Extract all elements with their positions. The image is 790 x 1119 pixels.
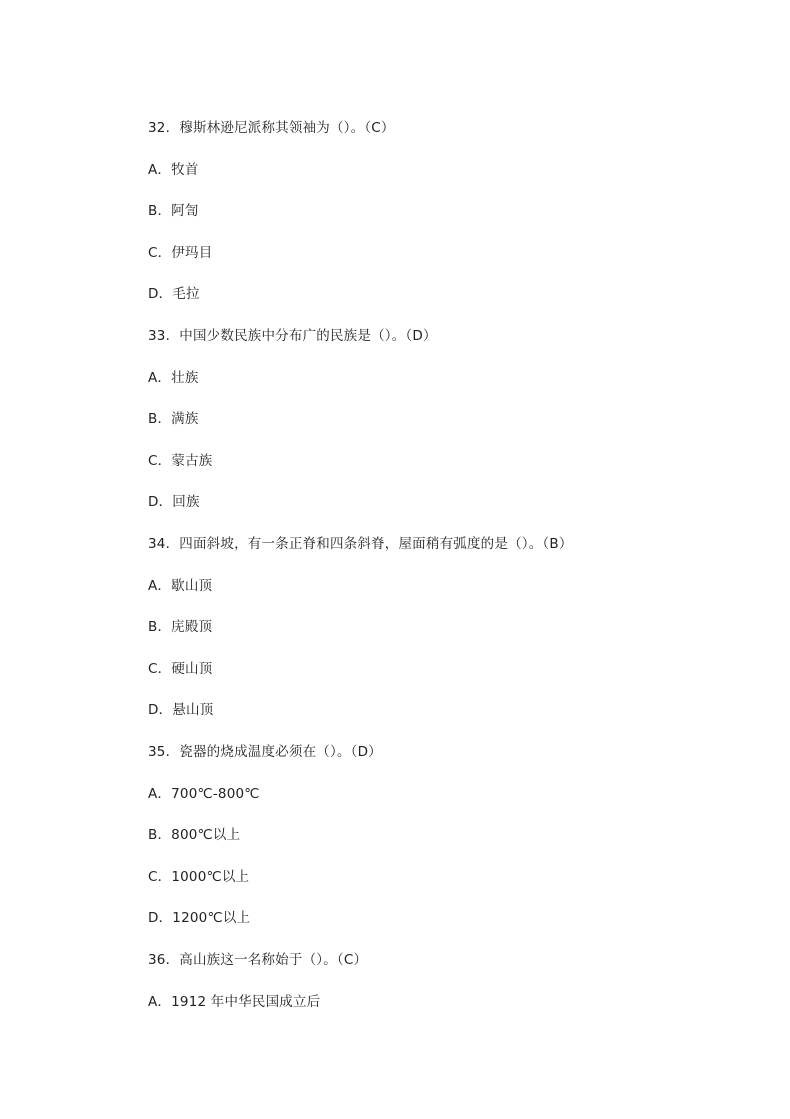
question-35-option-d: D．1200℃以上 [148,910,251,926]
question-33-stem: 33．中国少数民族中分布广的民族是（）。（D） [148,328,437,344]
question-34-option-d: D．悬山顶 [148,702,214,718]
question-34-option-c: C．硬山顶 [148,661,213,677]
question-34-stem: 34．四面斜坡，有一条正脊和四条斜脊，屋面稍有弧度的是（）。（B） [148,536,573,552]
question-35-stem: 35．瓷器的烧成温度必须在（）。（D） [148,744,382,760]
question-35-option-b: B．800℃以上 [148,827,241,843]
question-33-option-c: C．蒙古族 [148,453,213,469]
question-35-option-a: A．700℃-800℃ [148,786,260,802]
question-34-option-b: B．庑殿顶 [148,619,213,635]
question-35-option-c: C．1000℃以上 [148,869,250,885]
question-33-option-d: D．回族 [148,494,200,510]
question-32-option-a: A．牧首 [148,162,199,178]
question-36-option-a: A．1912 年中华民国成立后 [148,994,321,1010]
question-33-option-b: B．满族 [148,411,199,427]
question-34-option-a: A．歇山顶 [148,578,213,594]
question-32-option-d: D．毛拉 [148,286,200,302]
question-32-option-c: C．伊玛目 [148,245,213,261]
question-36-stem: 36．高山族这一名称始于（）。（C） [148,952,368,968]
question-33-option-a: A．壮族 [148,370,199,386]
question-32-option-b: B．阿訇 [148,203,199,219]
question-32-stem: 32．穆斯林逊尼派称其领袖为（）。（C） [148,120,395,136]
